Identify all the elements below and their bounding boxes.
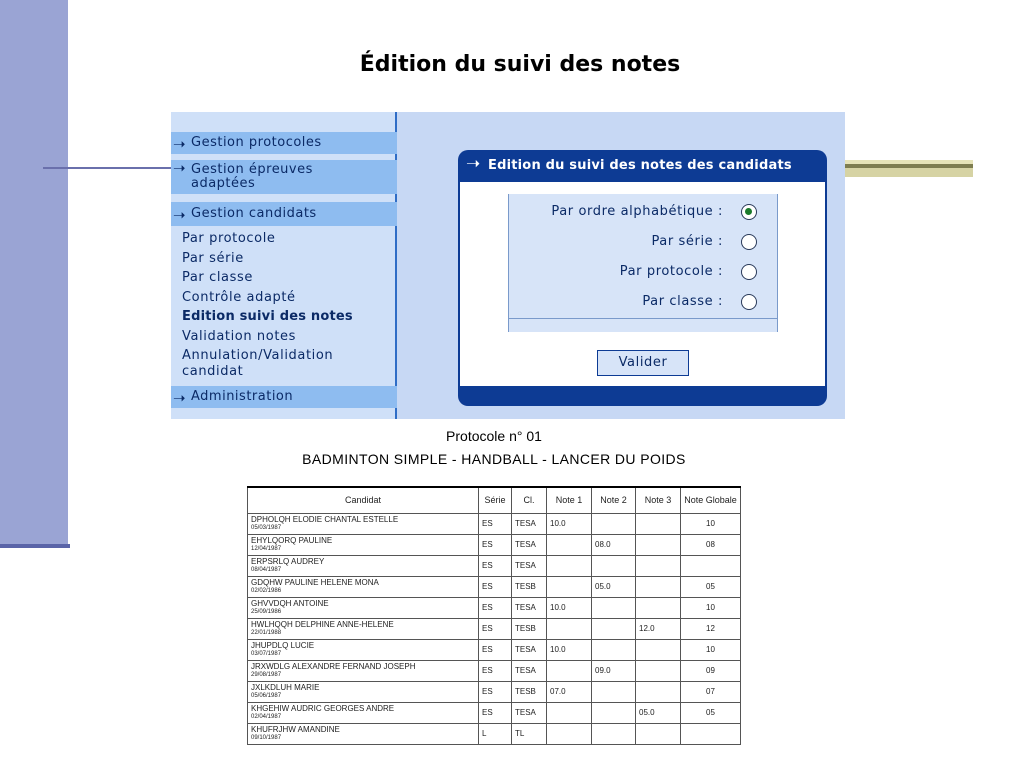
note1-cell: 07.0 xyxy=(547,681,592,702)
candidate-name: JRXWDLG ALEXANDRE FERNAND JOSEPH xyxy=(251,662,416,671)
serie-cell: ES xyxy=(479,597,512,618)
candidate-birthdate: 02/02/1986 xyxy=(251,588,282,594)
table-row xyxy=(248,618,741,639)
candidate-name: DPHOLQH ELODIE CHANTAL ESTELLE xyxy=(251,515,399,524)
table-header-row xyxy=(248,487,741,513)
radio-classe[interactable] xyxy=(741,294,757,310)
global-note-cell: 10 xyxy=(681,639,741,660)
global-note-cell: 10 xyxy=(681,597,741,618)
candidate-name: GDQHW PAULINE HELENE MONA xyxy=(251,578,379,587)
table-row xyxy=(248,639,741,660)
global-note-cell: 12 xyxy=(681,618,741,639)
candidate-birthdate: 22/01/1988 xyxy=(251,630,282,636)
grades-table xyxy=(247,486,741,745)
serie-cell: ES xyxy=(479,555,512,576)
arrow-right-icon: ➝ xyxy=(173,206,187,224)
menu-section-administration[interactable] xyxy=(171,386,397,408)
serie-cell: ES xyxy=(479,639,512,660)
menu-link-par-serie[interactable]: Par série xyxy=(182,251,244,266)
note1-cell xyxy=(547,618,592,639)
slide-side-band-edge xyxy=(0,544,70,548)
table-row xyxy=(248,681,741,702)
classe-cell: TESA xyxy=(512,639,547,660)
edition-panel xyxy=(458,150,827,406)
note1-cell xyxy=(547,576,592,597)
panel-body xyxy=(460,182,825,386)
global-note-cell: 07 xyxy=(681,681,741,702)
report-subtitle: BADMINTON SIMPLE - HANDBALL - LANCER DU POIDS xyxy=(302,451,686,467)
candidate-cell xyxy=(248,639,479,660)
menu-section-label: adaptées xyxy=(191,176,256,191)
note3-cell xyxy=(636,639,681,660)
note2-cell xyxy=(592,618,636,639)
global-note-cell: 05 xyxy=(681,702,741,723)
candidate-cell xyxy=(248,576,479,597)
menu-section-label: Gestion épreuves xyxy=(191,162,313,177)
classe-cell: TESA xyxy=(512,597,547,618)
table-row xyxy=(248,534,741,555)
note2-cell: 08.0 xyxy=(592,534,636,555)
menu-link-annulation-validation[interactable] xyxy=(182,348,333,380)
candidate-name: ERPSRLQ AUDREY xyxy=(251,557,325,566)
menu-link-label: Annulation/Validation xyxy=(182,348,334,363)
menu-section-protocoles[interactable] xyxy=(171,132,397,154)
candidate-cell xyxy=(248,534,479,555)
classe-cell: TESB xyxy=(512,576,547,597)
candidate-cell xyxy=(248,702,479,723)
column-header: Cl. xyxy=(512,487,547,513)
column-header: Note 3 xyxy=(636,487,681,513)
classe-cell: TESA xyxy=(512,660,547,681)
note2-cell xyxy=(592,513,636,534)
arrow-right-icon: ➝ xyxy=(466,154,481,174)
column-header: Série xyxy=(479,487,512,513)
table-row xyxy=(248,723,741,744)
menu-link-edition-suivi[interactable]: Edition suivi des notes xyxy=(182,309,353,324)
serie-cell: ES xyxy=(479,513,512,534)
menu-link-par-protocole[interactable]: Par protocole xyxy=(182,231,276,246)
candidate-name: KHGEHIW AUDRIC GEORGES ANDRE xyxy=(251,704,395,713)
global-note-cell xyxy=(681,723,741,744)
serie-cell: ES xyxy=(479,660,512,681)
divider xyxy=(509,318,777,319)
note1-cell xyxy=(547,660,592,681)
menu-section-label: Gestion candidats xyxy=(191,206,317,221)
candidate-name: EHYLQORQ PAULINE xyxy=(251,536,333,545)
option-label: Par protocole : xyxy=(619,264,723,279)
note3-cell xyxy=(636,660,681,681)
note1-cell xyxy=(547,555,592,576)
side-menu xyxy=(171,112,397,419)
classe-cell: TESA xyxy=(512,555,547,576)
note3-cell xyxy=(636,576,681,597)
note1-cell xyxy=(547,723,592,744)
note2-cell xyxy=(592,723,636,744)
note2-cell xyxy=(592,702,636,723)
global-note-cell: 05 xyxy=(681,576,741,597)
candidate-birthdate: 03/07/1987 xyxy=(251,651,282,657)
menu-link-validation-notes[interactable]: Validation notes xyxy=(182,329,296,344)
menu-link-controle-adapte[interactable]: Contrôle adapté xyxy=(182,290,296,305)
note2-cell: 09.0 xyxy=(592,660,636,681)
option-label: Par classe : xyxy=(642,294,723,309)
candidate-cell xyxy=(248,681,479,702)
global-note-cell: 08 xyxy=(681,534,741,555)
candidate-birthdate: 05/06/1987 xyxy=(251,693,282,699)
candidate-cell xyxy=(248,513,479,534)
note1-cell: 10.0 xyxy=(547,513,592,534)
validate-button[interactable]: Valider xyxy=(597,350,689,376)
global-note-cell: 10 xyxy=(681,513,741,534)
note1-cell xyxy=(547,534,592,555)
candidate-name: HWLHQQH DELPHINE ANNE-HELENE xyxy=(251,620,394,629)
menu-section-epreuves[interactable] xyxy=(171,160,397,194)
note3-cell xyxy=(636,534,681,555)
column-header: Note 2 xyxy=(592,487,636,513)
column-header: Note 1 xyxy=(547,487,592,513)
candidate-birthdate: 05/03/1987 xyxy=(251,525,282,531)
column-header: Candidat xyxy=(248,487,479,513)
note1-cell xyxy=(547,702,592,723)
candidate-cell xyxy=(248,618,479,639)
candidate-birthdate: 25/09/1986 xyxy=(251,609,282,615)
menu-section-label: Gestion protocoles xyxy=(191,135,322,150)
serie-cell: ES xyxy=(479,702,512,723)
column-header: Note Globale xyxy=(681,487,741,513)
note3-cell xyxy=(636,681,681,702)
menu-link-par-classe[interactable]: Par classe xyxy=(182,270,253,285)
arrow-right-icon: ➝ xyxy=(173,389,187,407)
app-screenshot xyxy=(171,112,845,419)
sort-options xyxy=(508,194,778,332)
slide-rule-left xyxy=(43,167,173,169)
serie-cell: ES xyxy=(479,534,512,555)
panel-title: Edition du suivi des notes des candidats xyxy=(488,158,792,173)
option-label: Par ordre alphabétique : xyxy=(551,204,723,219)
serie-cell: ES xyxy=(479,681,512,702)
classe-cell: TESB xyxy=(512,681,547,702)
candidate-name: JHUPDLQ LUCIE xyxy=(251,641,315,650)
candidate-birthdate: 08/04/1987 xyxy=(251,567,282,573)
table-row xyxy=(248,576,741,597)
classe-cell: TESB xyxy=(512,618,547,639)
menu-link-label: candidat xyxy=(182,364,244,379)
radio-serie[interactable] xyxy=(741,234,757,250)
candidate-cell xyxy=(248,660,479,681)
serie-cell: ES xyxy=(479,576,512,597)
candidate-name: JXLKDLUH MARIE xyxy=(251,683,320,692)
note2-cell xyxy=(592,639,636,660)
candidate-cell xyxy=(248,555,479,576)
serie-cell: L xyxy=(479,723,512,744)
candidate-cell xyxy=(248,723,479,744)
menu-section-candidats[interactable] xyxy=(171,202,397,226)
note2-cell: 05.0 xyxy=(592,576,636,597)
note1-cell: 10.0 xyxy=(547,597,592,618)
candidate-birthdate: 12/04/1987 xyxy=(251,546,282,552)
menu-section-label: Administration xyxy=(191,389,294,404)
report-title: Protocole n° 01 xyxy=(446,428,542,444)
classe-cell: TESA xyxy=(512,702,547,723)
candidate-birthdate: 29/08/1987 xyxy=(251,672,282,678)
candidate-name: GHVVDQH ANTOINE xyxy=(251,599,329,608)
option-label: Par série : xyxy=(651,234,723,249)
candidate-birthdate: 09/10/1987 xyxy=(251,735,282,741)
note2-cell xyxy=(592,681,636,702)
slide-title: Édition du suivi des notes xyxy=(359,52,681,77)
global-note-cell: 09 xyxy=(681,660,741,681)
arrow-right-icon: ➝ xyxy=(173,135,187,153)
note3-cell xyxy=(636,555,681,576)
radio-protocole[interactable] xyxy=(741,264,757,280)
arrow-right-icon: ➝ xyxy=(173,159,187,177)
radio-alphabetique[interactable] xyxy=(741,204,757,220)
note1-cell: 10.0 xyxy=(547,639,592,660)
classe-cell: TL xyxy=(512,723,547,744)
note3-cell: 05.0 xyxy=(636,702,681,723)
classe-cell: TESA xyxy=(512,534,547,555)
note3-cell: 12.0 xyxy=(636,618,681,639)
serie-cell: ES xyxy=(479,618,512,639)
note3-cell xyxy=(636,723,681,744)
table-row xyxy=(248,555,741,576)
note2-cell xyxy=(592,555,636,576)
table-row xyxy=(248,513,741,534)
candidate-name: KHUFRJHW AMANDINE xyxy=(251,725,340,734)
candidate-cell xyxy=(248,597,479,618)
classe-cell: TESA xyxy=(512,513,547,534)
candidate-birthdate: 02/04/1987 xyxy=(251,714,282,720)
table-row xyxy=(248,660,741,681)
table-row xyxy=(248,597,741,618)
note3-cell xyxy=(636,597,681,618)
note2-cell xyxy=(592,597,636,618)
note3-cell xyxy=(636,513,681,534)
slide-rule-right xyxy=(845,160,973,180)
table-row xyxy=(248,702,741,723)
global-note-cell xyxy=(681,555,741,576)
